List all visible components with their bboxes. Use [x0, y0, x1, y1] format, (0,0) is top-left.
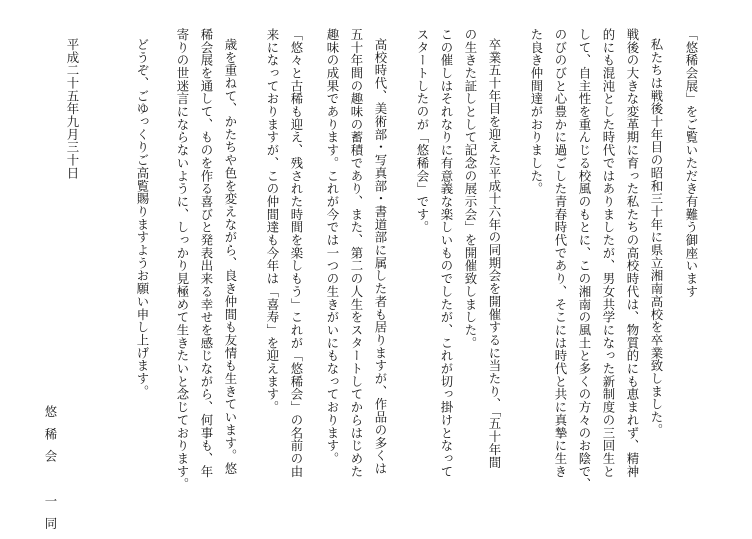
paragraph-1-line-4: して、自主性を重んじる校風のもとに、この湘南の風土と多くの方々のお陰で、: [577, 28, 592, 491]
paragraph-1-line-3: 的にも混沌とした時代ではありましたが、男女共学になった新制度の三回生と: [601, 28, 616, 478]
paragraph-1-line-2: 戦後の大きな変革期に育った私たちの高校時代は、物質的にも恵まれず、精神: [625, 28, 640, 478]
paragraph-4-line-2: 来になっておりますが、この仲間達も今年は「喜寿」を迎えます。: [265, 28, 280, 414]
paragraph-2-line-2: の生きた証しとして記念の展示会」を開催致しました。: [463, 28, 478, 350]
signature: 悠稀会 一同: [43, 405, 58, 539]
paragraph-3-line-2: 五十年間の趣味の蓄積であり、また、第二の人生をスタートしてからはじめた: [349, 28, 364, 478]
paragraph-2-line-3: この催しはそれなりに有意義な楽しいものでしたが、これが切っ掛けとなって: [439, 28, 454, 478]
paragraph-3-line-3: 趣味の成果であります。これが今では一つの生きがいにもなっております。: [325, 28, 340, 465]
paragraph-5-line-1: 歳を重ねて、かたちや色を変えながら、良き仲間も友情も生きています。悠: [223, 38, 238, 475]
paragraph-1-line-1: 私たちは戦後十年目の昭和三十年に県立湘南高校を卒業致しました。: [649, 38, 664, 437]
paragraph-4-line-1: 「悠々と古稀も迎え、残された時間を楽しもう」これが「悠稀会」の名前の由: [289, 28, 304, 478]
paragraph-2-line-4: スタートしたのが「悠稀会」です。: [415, 28, 430, 234]
paragraph-5-line-3: 寄りの世迷言にならないように、しっかり見極めて生きたいと念じております。: [175, 28, 190, 491]
paragraph-1-line-6: た良き仲間達がおりました。: [529, 28, 544, 196]
paragraph-5-line-2: 稀会展を通して、ものを作る喜びと発表出来る幸せを感じながら、何事も、年: [199, 28, 214, 478]
closing-line: どうぞ、ごゆっくりご高覧賜りますようお願い申し上げます。: [135, 38, 150, 398]
paragraph-3-line-1: 高校時代、美術部・写真部・書道部に属した者も居りますが、作品の多くは: [373, 38, 388, 475]
greeting-line: 「悠稀会展」をご覧いただき有難う御座います: [684, 28, 699, 298]
paragraph-2-line-1: 卒業五十年目を迎えた平成十六年の同期会を開催するに当たり、「五十年間: [487, 38, 502, 469]
date-line: 平成二十五年九月三十日: [65, 38, 80, 180]
paragraph-1-line-5: のびのびと心豊かに過ごした青春時代であり、そこには時代と共に真摯に生き: [553, 28, 568, 478]
